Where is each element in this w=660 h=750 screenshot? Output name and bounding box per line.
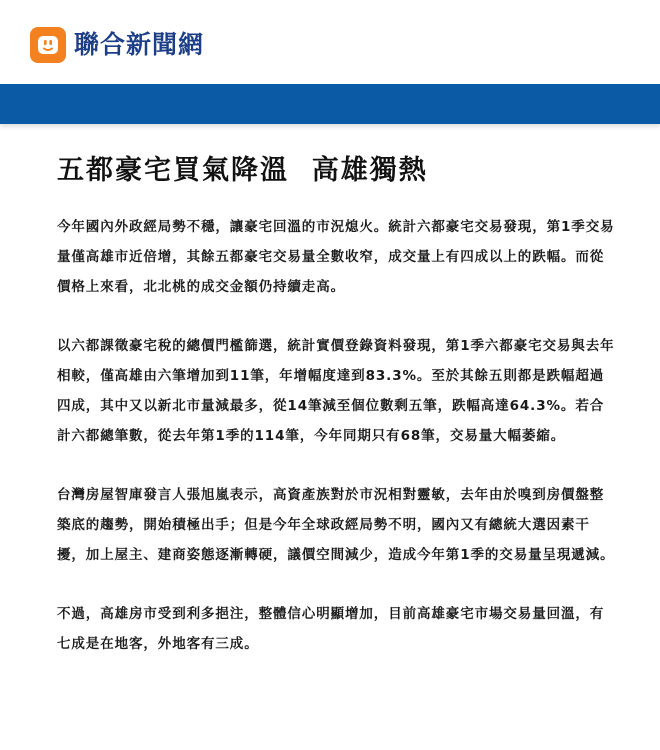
article-paragraph: 台灣房屋智庫發言人張旭嵐表示，高資產族對於市況相對靈敏，去年由於嗅到房價盤整築底的趨勢，開始積極出手；但是今年全球政經局勢不明，國內又有總統大選因素干擾，加上屋主、建商姿態逐漸轉硬，議價空間減少，造成今年第1季的交易量呈現遞減。 (57, 487, 615, 563)
article-paragraph: 以六都課徵豪宅稅的總價門檻篩選，統計實價登錄資料發現，第1季六都豪宅交易與去年相較，僅高雄由六筆增加到11筆，年增幅度達到83.3%。至於其餘五則都是跌幅超過四成，其中又以新北市量減最多，從14筆減至個位數剩五筆，跌幅高達64.3%。若合計六都總筆數，從去年第1季的114筆，今年同期只有68筆，交易量大幅萎縮。 (57, 338, 615, 444)
site-header (0, 0, 660, 84)
nav-bar (0, 84, 660, 124)
article-title: 五都豪宅買氣降溫 高雄獨熱 (57, 155, 428, 186)
udn-logo-icon[interactable] (30, 27, 66, 63)
site-name[interactable]: 聯合新聞網 (74, 30, 205, 59)
article-body (57, 124, 617, 659)
article-paragraph: 不過，高雄房市受到利多挹注，整體信心明顯增加，目前高雄豪宅市場交易量回溫，有七成是在地客，外地客有三成。 (57, 606, 605, 652)
article-paragraph: 今年國內外政經局勢不穩，讓豪宅回溫的市況熄火。統計六都豪宅交易發現，第1季交易量僅高雄市近倍增，其餘五都豪宅交易量全數收窄，成交量上有四成以上的跌幅。而從價格上來看，北北桃的成交金額仍持續走高。 (57, 219, 615, 295)
